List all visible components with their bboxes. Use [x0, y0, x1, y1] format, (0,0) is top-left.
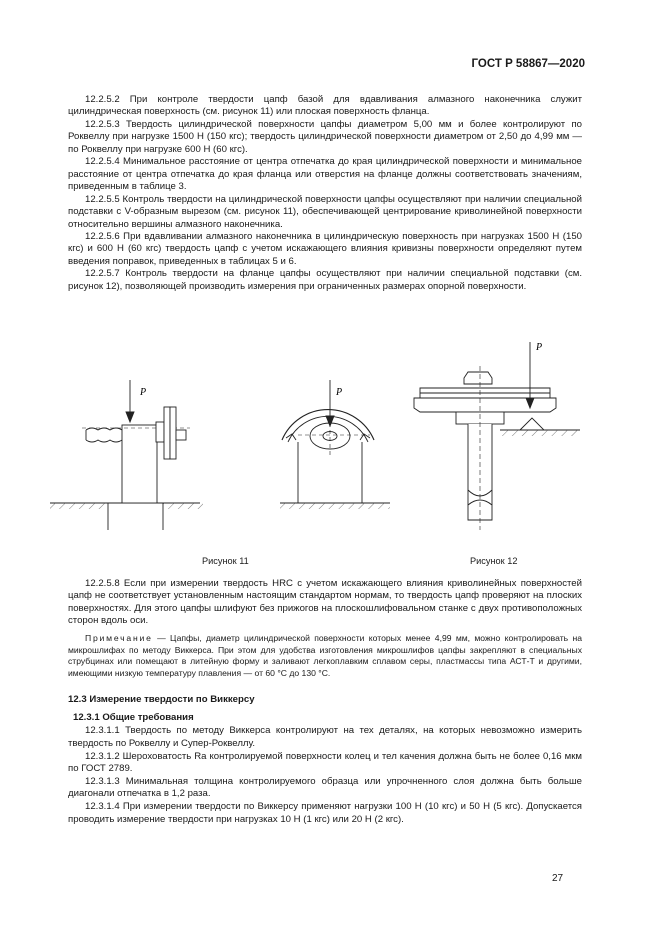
paragraph: 12.3.1.4 При измерении твердости по Виккерсу применяют нагрузки 100 Н (10 кгс) и 50 Н (5 кгс). Допускается проводить измерение твердости при нагрузках 10 Н (1 кгс) или 20 Н (2 кгс). [68, 801, 582, 825]
paragraph: 12.3.1.3 Минимальная толщина контролируемого образца или упрочненного слоя должна быть больше диагонали отпечатка в 1,2 раза. [68, 775, 582, 800]
force-label-fig11-b: P [336, 387, 343, 398]
note-text: — Цапфы, диаметр цилиндрической поверхности которых менее 4,99 мм, можно контролировать на микрошлифах по методу Виккерса. При этом для удобства изготовления микрошлифов цапфы закрепляют в специальных струбцинах или помещают в литейную форму и заливают легкоплавким сплавом серы, пластмассы типа АСТ-Т и другими, имеющими низкую температуру плавления — от 60 °C до 130 °C. [68, 632, 582, 679]
force-label-fig12: P [536, 342, 543, 353]
paragraph: 12.2.5.7 Контроль твердости на фланце цапфы осуществляют при наличии специальной подставки (см. рисунок 12), позволяющей производить измерения при ограниченных размерах опорной поверхности. [68, 268, 582, 292]
paragraph: 12.2.5.4 Минимальное расстояние от центра отпечатка до края цилиндрической поверхности и минимальное расстояние от центра отпечатка до края фланца или отверстия на фланце должны соответствовать значениям, приведенным в таблице 3. [68, 156, 582, 193]
figures-area [40, 330, 630, 570]
paragraph: 12.3.1.1 Твердость по методу Виккерса контролируют на тех деталях, на которых невозможно измерить твердость по Роквеллу и Супер-Роквеллу. [68, 725, 582, 749]
figure-11-front-view [260, 330, 400, 530]
paragraph: 12.3.1.2 Шероховатость Ra контролируемой поверхности колец и тел качения должна быть не более 0,16 мкм по ГОСТ 2789. [68, 750, 582, 775]
figure-12-caption: Рисунок 12 [470, 556, 518, 566]
figure-11-side-view [40, 330, 205, 530]
note [68, 633, 582, 680]
figure-12-flange-support [400, 330, 610, 550]
document-header: ГОСТ Р 58867—2020 [471, 58, 585, 70]
paragraph: 12.2.5.8 Если при измерении твердость HRC с учетом искажающего влияния криволинейных поверхностей цапф не соответствует установленным настоящим стандартом нормам, то твердость цапф проверяют на плоских поверхностях. Для этого цапфы шлифуют без прижогов на плоскошлифовальном станке с двух противоположных сторон вдоль оси. [68, 578, 582, 627]
note-label: Примечание [85, 632, 153, 643]
paragraph: 12.2.5.3 Твердость цилиндрической поверхности цапфы диаметром 5,00 мм и более контролируют по Роквеллу при нагрузке 1500 Н (150 кгс); твердость цилиндрической поверхности диаметром от 2,50 до 4,99 мм — по Роквеллу при нагрузке 600 Н (60 кгс). [68, 118, 582, 155]
section-title: 12.3 Измерение твердости по Виккерсу [68, 694, 255, 705]
text-block-bottom [68, 578, 582, 826]
text-block-top [68, 94, 582, 293]
figure-11-caption: Рисунок 11 [202, 556, 249, 566]
paragraph: 12.2.5.2 При контроле твердости цапф базой для вдавливания алмазного наконечника служит цилиндрическая поверхность (см. рисунок 11) или плоская поверхность фланца. [68, 94, 582, 118]
paragraph: 12.2.5.5 Контроль твердости на цилиндрической поверхности цапфы осуществляют при наличии специальной подставки с V-образным вырезом (см. рисунок 11), обеспечивающей центрирование криволинейной поверхности относительно вершины алмазного наконечника. [68, 193, 582, 230]
paragraph: 12.2.5.6 При вдавливании алмазного наконечника в цилиндрическую поверхность при нагрузках 1500 Н (150 кгс) и 600 Н (60 кгс) твердость цапф с учетом искажающего влияния кривизны поверхности определяют путем введения поправок, приведенных в таблицах 5 и 6. [68, 230, 582, 267]
section-subtitle: 12.3.1 Общие требования [73, 712, 194, 724]
force-label-fig11-a: P [140, 387, 147, 398]
page-number: 27 [552, 873, 564, 884]
